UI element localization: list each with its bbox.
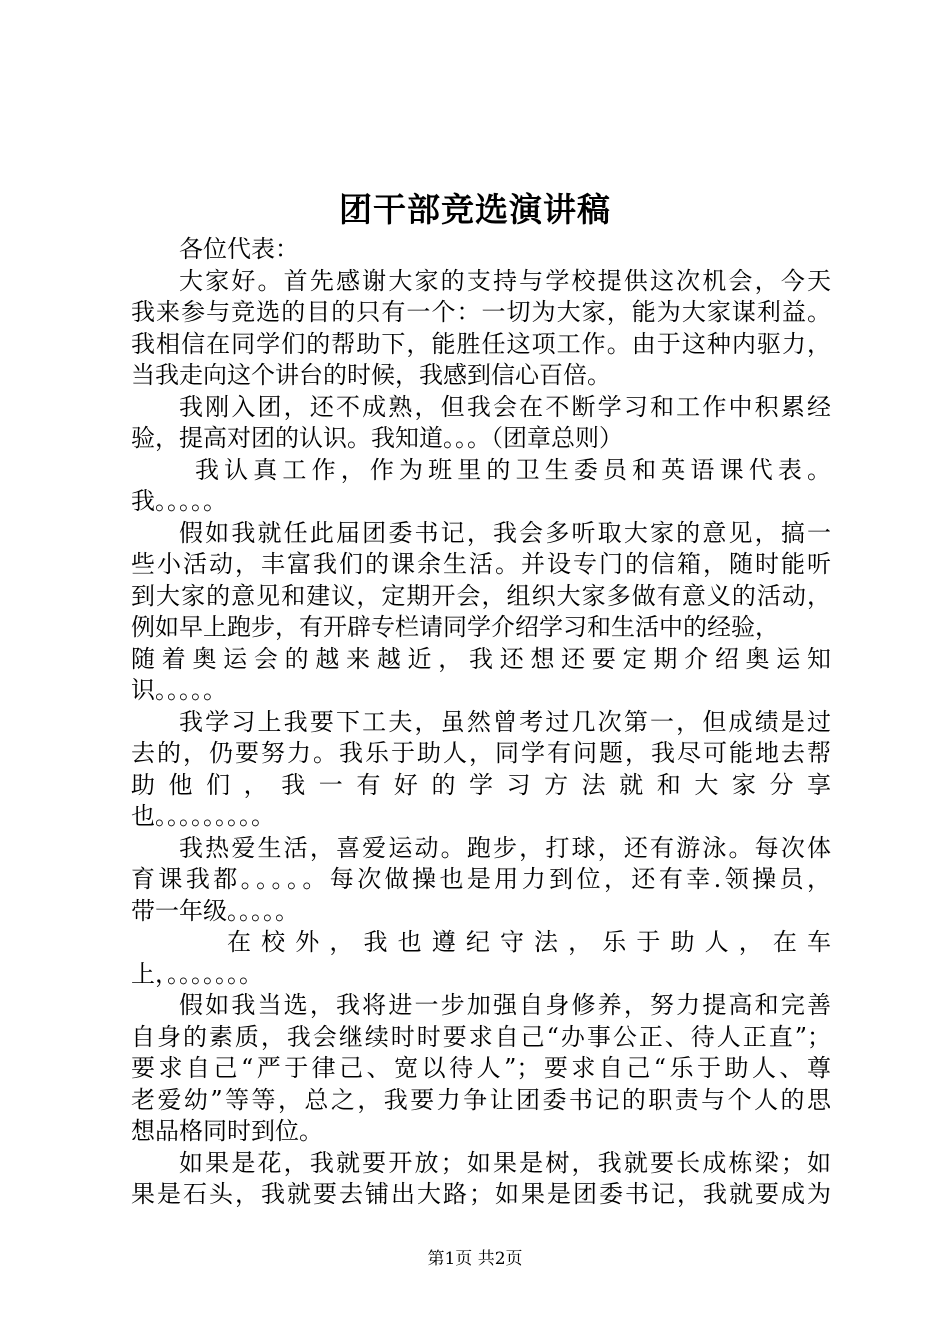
body-line: 去的，仍要努力。我乐于助人，同学有问题，我尽可能地去帮: [131, 739, 831, 767]
body-line: 我刚入团，还不成熟，但我会在不断学习和工作中积累经: [179, 392, 831, 421]
body-line: 识。。。。。: [131, 676, 227, 704]
body-line: 在校外，我也遵纪守法，乐于助人，在车: [227, 928, 831, 956]
body-line: 自身的素质，我会继续时时要求自己“办事公正、待人正直”；: [131, 1022, 831, 1051]
body-line: 到大家的意见和建议，定期开会，组织大家多做有意义的活动，: [131, 581, 831, 610]
body-line: 育课我都。。。。。每次做操也是用力到位，还有幸.领操员，: [131, 865, 831, 893]
body-line: 随着奥运会的越来越近，我还想还要定期介绍奥运知: [131, 644, 831, 673]
body-line: 当我走向这个讲台的时候，我感到信心百倍。: [131, 361, 611, 389]
body-line: 老爱幼”等等，总之，我要力争让团委书记的职责与个人的思: [131, 1085, 831, 1114]
body-line: 大家好。首先感谢大家的支持与学校提供这次机会，今天: [179, 266, 831, 295]
body-line: 假如我就任此届团委书记，我会多听取大家的意见，搞一: [179, 518, 831, 547]
body-line: 些小活动，丰富我们的课余生活。并设专门的信箱，随时能听: [131, 550, 831, 578]
body-line: 我学习上我要下工夫，虽然曾考过几次第一，但成绩是过: [179, 707, 831, 736]
body-line: 助他们，我一有好的学习方法就和大家分享: [131, 770, 831, 799]
document-title: 团干部竞选演讲稿: [339, 190, 611, 229]
page-number-footer: 第1页 共2页: [427, 1249, 523, 1269]
body-line: 带一年级。。。。。: [131, 896, 299, 925]
body-line: 如果是花，我就要开放；如果是树，我就要长成栋梁；如: [179, 1148, 831, 1177]
body-line: 果是石头，我就要去铺出大路；如果是团委书记，我就要成为: [131, 1180, 831, 1208]
body-line: 想品格同时到位。: [131, 1117, 323, 1145]
document-body: [131, 234, 831, 1211]
body-line: 我相信在同学们的帮助下，能胜任这项工作。由于这种内驱力，: [131, 329, 831, 358]
body-line: 例如早上跑步，有开辟专栏请同学介绍学习和生活中的经验，: [131, 613, 779, 641]
body-line: 假如我当选，我将进一步加强自身修养，努力提高和完善: [179, 991, 831, 1019]
salutation-line: 各位代表：: [179, 235, 299, 263]
body-line: 我热爱生活，喜爱运动。跑步，打球，还有游泳。每次体: [179, 833, 831, 862]
body-line: 我认真工作，作为班里的卫生委员和英语课代表。: [195, 455, 831, 484]
body-line: 我来参与竞选的目的只有一个：一切为大家，能为大家谋利益。: [131, 298, 831, 326]
body-line: 我。。。。。: [131, 487, 227, 515]
body-line: 也。。。。。。。。。: [131, 802, 275, 830]
body-line: 要求自己“严于律己、宽以待人”；要求自己“乐于助人、尊: [131, 1054, 831, 1082]
body-line: 上，。。。。。。。: [131, 959, 263, 988]
body-line: 验，提高对团的认识。我知道。。。（团章总则）: [131, 424, 623, 452]
